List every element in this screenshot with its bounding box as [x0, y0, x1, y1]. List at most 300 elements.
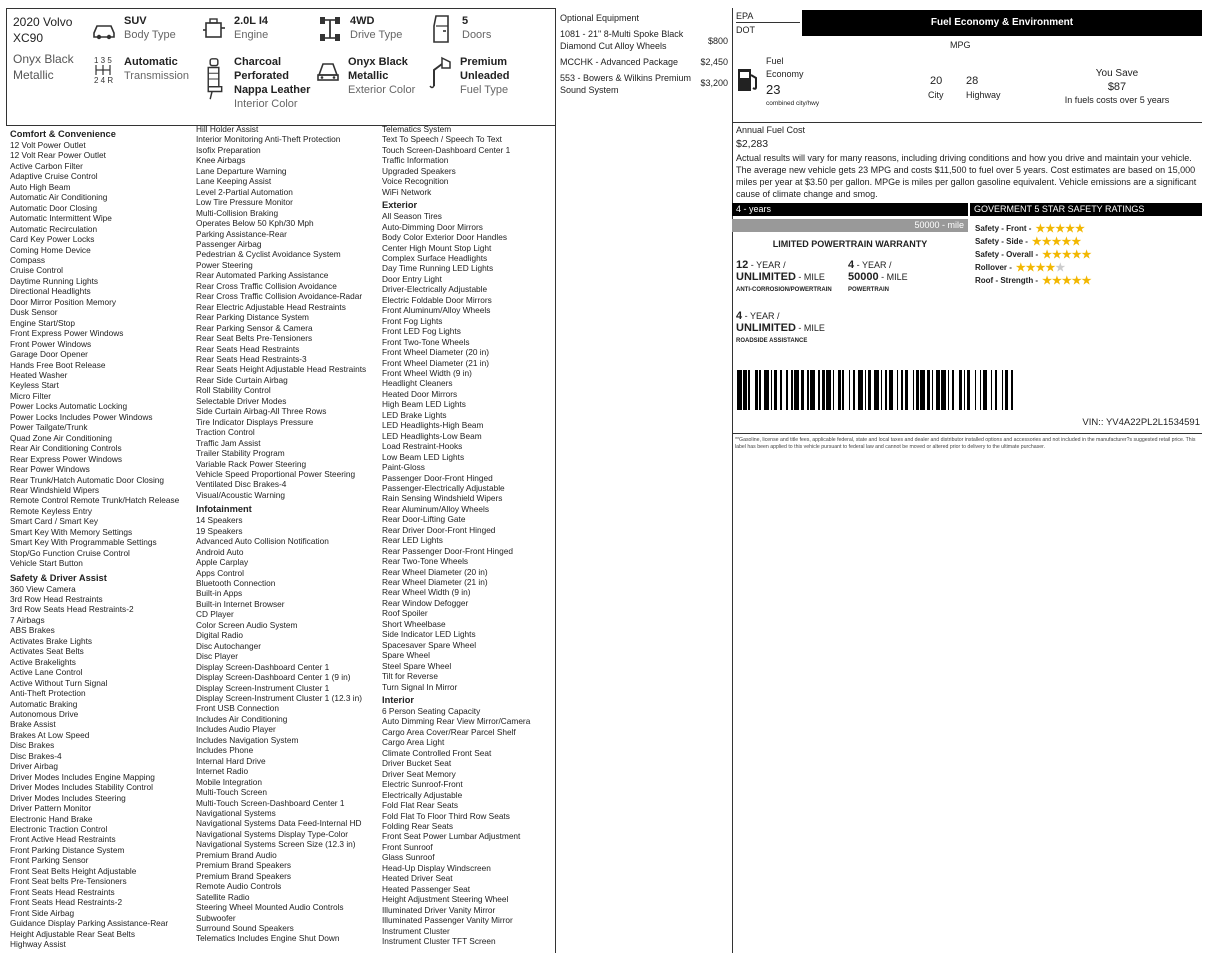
features-column-2 [196, 124, 366, 944]
feature-item: Rear Cross Traffic Collision Avoidance [196, 280, 337, 291]
feature-item: Cruise Control [10, 265, 64, 276]
warranty-item [736, 310, 825, 344]
feature-item: Rear Two-Tone Wheels [382, 556, 469, 567]
feature-item: Driver Seat Memory [382, 768, 456, 779]
vehicle-model: XC90 [13, 31, 44, 45]
feature-item: Garage Door Opener [10, 349, 88, 360]
feature-item: Automatic Recirculation [10, 223, 98, 234]
safety-rating-row [975, 261, 1065, 274]
gearshift-icon [92, 55, 116, 85]
feature-item: Automatic Door Closing [10, 202, 98, 213]
feature-item: LED Brake Lights [382, 409, 447, 420]
feature-item: Tilt for Reverse [382, 671, 438, 682]
feature-item: Automatic Braking [10, 698, 78, 709]
feature-item: Advanced Auto Collision Notification [196, 536, 329, 547]
spec-label: Doors [462, 29, 492, 41]
spec-value-line: Premium [460, 56, 508, 68]
feature-item: Front Parking Sensor [10, 855, 89, 866]
warranty-miles: 50000 [848, 271, 879, 283]
warranty-year-label: - YEAR / [748, 260, 786, 270]
feature-item: Body Color Exterior Door Handles [382, 232, 507, 243]
feature-item: Smart Card / Smart Key [10, 516, 99, 527]
feature-item: Heated Driver Seat [382, 873, 453, 884]
rating-stars [1016, 261, 1065, 274]
feature-item: Short Wheelbase [382, 618, 446, 629]
fuel-economy-label [766, 55, 804, 81]
feature-item: Tire Indicator Displays Pressure [196, 416, 314, 427]
spec-value-line: Metallic [348, 70, 389, 82]
feature-item: Micro Filter [10, 390, 52, 401]
spec-label: Exterior Color [348, 84, 416, 96]
mpg-label: MPG [950, 40, 971, 50]
feature-item: Roof Spoiler [382, 608, 428, 619]
feature-item: All Season Tires [382, 211, 442, 222]
feature-item: Fold Flat To Floor Third Row Seats [382, 810, 510, 821]
feature-item: Bluetooth Connection [196, 578, 276, 589]
feature-item: Driver Airbag [10, 761, 58, 772]
feature-item: Internet Radio [196, 766, 249, 777]
feature-item: Built-in Internet Browser [196, 598, 285, 609]
spec-doors [430, 14, 491, 44]
feature-item: Height Adjustable Rear Seat Belts [10, 928, 135, 939]
feature-item: Climate Controlled Front Seat [382, 747, 492, 758]
feature-item: Brakes At Low Speed [10, 729, 90, 740]
feature-item: Front Active Head Restraints [10, 834, 116, 845]
feature-item: Digital Radio [196, 630, 244, 641]
feature-item: Rear Trunk/Hatch Automatic Door Closing [10, 474, 165, 485]
spec-engine [202, 14, 268, 44]
feature-item: Surround Sound Speakers [196, 922, 294, 933]
feature-item: Center High Mount Stop Light [382, 242, 492, 253]
section-title-comfort: Comfort & Convenience [10, 129, 116, 139]
feature-item: Disc Player [196, 651, 238, 662]
epa-disclaimer: Actual results will vary for many reasons, including driving conditions and how you drive and maintain your vehicle. The average new vehicle gets 23 MPG and costs $11,500 to fuel over 5 years. Cost estimates are based on 15,000 miles per year at $3.50 per gallon. MPGe is miles per gallon gasoline equivalent. Vehicle emissions are a significant cause of climate change and smog. [736, 153, 1197, 199]
star-icon: ★ [1042, 275, 1052, 287]
star-icon: ★ [1052, 249, 1062, 261]
you-save-note: In fuels costs over 5 years [1064, 95, 1170, 105]
feature-item: Illuminated Passenger Vanity Mirror [382, 915, 513, 926]
vehicle-color-line2: Metallic [13, 68, 54, 82]
comfort-list [10, 140, 179, 569]
feature-item: Quad Zone Air Conditioning [10, 432, 112, 443]
feature-item: Rear Power Windows [10, 464, 90, 475]
feature-item: Lane Keeping Assist [196, 176, 272, 187]
feature-item: Navigational Systems Display Type-Color [196, 828, 349, 839]
legal-footnote: **Gasoline, license and title fees, applicable federal, state and local taxes and dealer and distributor installed options and accessories and not included in the manufacturer?s suggested retail price. This label has been applied to this vehicle pursuant to federal law and cannot be moved or altered prior to delivery to the ultimate purchaser. [735, 437, 1196, 450]
feature-item: Side Indicator LED Lights [382, 629, 476, 640]
door-icon [430, 14, 454, 44]
warranty-miles-label: - MILE [795, 272, 825, 282]
feature-item: Steel Spare Wheel [382, 660, 452, 671]
warranty-years: 12 [736, 259, 749, 271]
feature-item: Passenger Airbag [196, 238, 262, 249]
feature-item: Vehicle Speed Proportional Power Steering [196, 468, 356, 479]
feature-item: LED Headlights-High Beam [382, 420, 484, 431]
feature-item: Automatic Intermittent Wipe [10, 213, 112, 224]
feature-item: Guidance Display Parking Assistance-Rear [10, 918, 169, 929]
feature-item: Front Seat Belts Height Adjustable [10, 865, 137, 876]
feature-item: Variable Rack Power Steering [196, 458, 307, 469]
warranty-years-bar: 4 - years [732, 203, 968, 216]
vin-barcode [737, 370, 1201, 410]
feature-item: Rear Seats Head Restraints-3 [196, 353, 307, 364]
you-save-block [1052, 68, 1182, 105]
rating-stars [1035, 222, 1084, 235]
combined-label: combined city/hwy [766, 100, 820, 107]
star-icon: ★ [1041, 236, 1052, 248]
vehicle-color-line1: Onyx Black [13, 52, 74, 66]
annual-fuel-cost: $2,283 [736, 138, 769, 150]
col3-list [382, 124, 530, 197]
spec-label: Drive Type [350, 29, 403, 41]
spec-fuel-type [428, 55, 510, 97]
warranty-miles-bar: 50000 - mile [732, 219, 968, 232]
feature-item: Premium Brand Speakers [196, 870, 291, 881]
feature-item: Passenger-Electrically Adjustable [382, 482, 505, 493]
epa-divider [732, 122, 1202, 123]
top-border [6, 8, 555, 9]
feature-item: Coming Home Device [10, 244, 91, 255]
feature-item: Driver-Electrically Adjustable [382, 284, 488, 295]
safety-rating-row [975, 248, 1092, 261]
rating-label: Safety - Front - [975, 224, 1032, 233]
feature-item: Parking Assistance-Rear [196, 228, 287, 239]
spec-interior-color [202, 55, 310, 111]
vehicle-year-make: 2020 Volvo [13, 15, 73, 29]
feature-item: Active Lane Control [10, 667, 83, 678]
feature-item: Rain Sensing Windshield Wipers [382, 493, 503, 504]
city-mpg: 20 [930, 75, 943, 87]
spec-label: Body Type [124, 29, 176, 41]
feature-item: Isofix Preparation [196, 144, 261, 155]
rating-label: Roof - Strength - [975, 276, 1039, 285]
feature-item: Front Side Airbag [10, 907, 75, 918]
feature-item: Compass [10, 254, 46, 265]
feature-item: Front Wheel Width (9 in) [382, 367, 472, 378]
feature-item: Glass Sunroof [382, 852, 435, 863]
feature-item: Head-Up Display Windscreen [382, 862, 491, 873]
divider-epa [732, 8, 733, 953]
safety-rating-row [975, 274, 1091, 287]
feature-item: Remote Keyless Entry [10, 505, 93, 516]
feature-item: Daytime Running Lights [10, 275, 99, 286]
feature-item: Spacesaver Spare Wheel [382, 639, 477, 650]
star-icon: ★ [1015, 262, 1026, 274]
feature-item: Traffic Jam Assist [196, 437, 261, 448]
warranty-years: 4 [848, 259, 855, 271]
feature-item: Driver Modes Includes Steering [10, 792, 126, 803]
feature-item: 14 Speakers [196, 515, 243, 526]
feature-item: Electrically Adjustable [382, 789, 463, 800]
car-icon [92, 14, 116, 44]
rating-stars [1042, 274, 1091, 287]
divider-optional [555, 8, 556, 953]
feature-item: Display Screen-Instrument Cluster 1 [196, 682, 330, 693]
feature-item: Dusk Sensor [10, 307, 58, 318]
feature-item: Fold Flat Rear Seats [382, 800, 459, 811]
feature-item: Rear Wheel Diameter (21 in) [382, 577, 488, 588]
safety-ratings-title: GOVERMENT 5 STAR SAFETY RATINGS [970, 203, 1202, 216]
feature-item: Rear Wheel Width (9 in) [382, 587, 471, 598]
rating-stars [1032, 235, 1081, 248]
feature-item: Autonomous Drive [10, 709, 79, 720]
star-icon: ★ [1025, 262, 1036, 274]
warranty-miles: UNLIMITED [736, 322, 796, 334]
feature-item: Rear Automated Parking Assistance [196, 270, 329, 281]
feature-item: Subwoofer [196, 912, 236, 923]
svg-text:1 3 5: 1 3 5 [94, 56, 112, 65]
feature-item: Rear Seats Head Restraints [196, 343, 300, 354]
optional-item-name: Sound System [560, 85, 619, 95]
spec-label: Interior Color [234, 98, 298, 110]
feature-item: Door Mirror Position Memory [10, 296, 117, 307]
feature-item: Auto-Dimming Door Mirrors [382, 221, 483, 232]
star-icon: ★ [1081, 275, 1092, 287]
feature-item: Low Beam LED Lights [382, 451, 465, 462]
optional-item [560, 56, 728, 68]
feature-item: Power Steering [196, 259, 253, 270]
spec-body-type [92, 14, 176, 44]
feature-item: Side Curtain Airbag-All Three Rows [196, 406, 327, 417]
you-save-amount: $87 [1107, 81, 1127, 93]
vin-divider [732, 433, 1202, 434]
warranty-type: POWERTRAIN [848, 287, 889, 293]
spec-drive-type [318, 14, 402, 44]
star-icon: ★ [1071, 236, 1082, 248]
rating-label: Safety - Overall - [975, 250, 1039, 259]
feature-item: Knee Airbags [196, 155, 246, 166]
feature-item: Text To Speech / Speech To Text [382, 134, 502, 145]
warranty-year-label: - YEAR / [854, 260, 892, 270]
feature-item: Active Without Turn Signal [10, 677, 108, 688]
optional-item-price: $2,450 [700, 57, 728, 67]
optional-item-price: $3,200 [700, 78, 728, 88]
feature-item: Includes Navigation System [196, 734, 299, 745]
epa-dot-divider [736, 22, 800, 23]
optional-item-price: $800 [707, 36, 728, 46]
svg-text:2 4 R: 2 4 R [94, 76, 114, 85]
feature-item: Cargo Area Light [382, 737, 445, 748]
feature-item: Height Adjustment Steering Wheel [382, 894, 509, 905]
feature-item: Roll Stability Control [196, 385, 271, 396]
feature-item: Automatic Air Conditioning [10, 192, 108, 203]
feature-item: Electric Foldable Door Mirrors [382, 294, 492, 305]
feature-item: Rear Parking Sensor & Camera [196, 322, 313, 333]
warranty-item [736, 259, 832, 293]
feature-item: Interior Monitoring Anti-Theft Protection [196, 134, 341, 145]
feature-item: Paint-Gloss [382, 462, 425, 473]
feature-item: Electronic Hand Brake [10, 813, 93, 824]
engine-icon [202, 14, 226, 44]
feature-item: Touch Screen-Dashboard Center 1 [382, 144, 511, 155]
feature-item: Rear Express Power Windows [10, 453, 123, 464]
feature-item: Navigational Systems Screen Size (12.3 in) [196, 839, 356, 850]
feature-item: Selectable Driver Modes [196, 395, 287, 406]
feature-item: Active Carbon Filter [10, 160, 83, 171]
feature-item: Apps Control [196, 567, 244, 578]
feature-item: Adaptive Cruise Control [10, 171, 98, 182]
feature-item: Heated Passenger Seat [382, 883, 471, 894]
warranty-type: ROADSIDE ASSISTANCE [736, 338, 808, 344]
seat-icon [202, 55, 226, 103]
feature-item: Hill Holder Assist [196, 124, 259, 134]
feature-item: 7 Airbags [10, 614, 45, 625]
feature-item: Telematics System [382, 124, 452, 134]
spec-value: 4WD [350, 15, 375, 27]
feature-item: Front Sunroof [382, 841, 433, 852]
warranty-miles: UNLIMITED [736, 271, 796, 283]
star-icon: ★ [1081, 249, 1092, 261]
feature-item: 360 View Camera [10, 583, 76, 594]
feature-item: Driver Bucket Seat [382, 758, 452, 769]
feature-item: Activates Seat Belts [10, 646, 84, 657]
feature-item: Rear Passenger Door-Front Hinged [382, 545, 513, 556]
feature-item: Front Express Power Windows [10, 328, 124, 339]
fuel-economy-banner: Fuel Economy & Environment [802, 10, 1202, 36]
feature-item: Disc Brakes-4 [10, 750, 62, 761]
feature-item: Pedestrian & Cyclist Avoidance System [196, 249, 341, 260]
you-save-label: You Save [1095, 68, 1139, 79]
feature-item: Engine Start/Stop [10, 317, 76, 328]
star-icon: ★ [1065, 223, 1075, 235]
feature-item: Stop/Go Function Cruise Control [10, 547, 130, 558]
feature-item: Rear Door-Lifting Gate [382, 514, 466, 525]
feature-item: Multi-Touch Screen [196, 787, 268, 798]
feature-item: Folding Rear Seats [382, 821, 454, 831]
star-icon: ★ [1045, 223, 1056, 235]
feature-item: Directional Headlights [10, 286, 91, 297]
feature-item: Remote Audio Controls [196, 881, 282, 892]
left-border [6, 8, 7, 125]
star-icon: ★ [1061, 236, 1072, 248]
feature-item: Upgraded Speakers [382, 165, 456, 176]
feature-item: Front Seat belts Pre-Tensioners [10, 876, 127, 887]
feature-item: Driver Modes Includes Engine Mapping [10, 771, 155, 782]
feature-item: WiFi Network [382, 186, 432, 197]
feature-item: Front Wheel Diameter (21 in) [382, 357, 489, 368]
feature-item: Rear Parking Distance System [196, 312, 309, 323]
feature-item: Rear Side Curtain Airbag [196, 374, 288, 385]
epa-label: EPA [736, 11, 754, 21]
feature-item: Lane Departure Warning [196, 165, 287, 176]
warranty-years: 4 [736, 310, 743, 322]
feature-item: Load Restraint-Hooks [382, 441, 463, 452]
feature-item: Rear Aluminum/Alloy Wheels [382, 503, 489, 514]
feature-item: Power Locks Includes Power Windows [10, 411, 153, 422]
spec-value-line: Perforated [234, 70, 290, 82]
spec-transmission [92, 55, 189, 85]
spec-label: Engine [234, 29, 269, 41]
feature-item: Disc Brakes [10, 740, 55, 751]
city-label: City [928, 90, 944, 100]
feature-item: Includes Air Conditioning [196, 713, 288, 724]
feature-item: Steering Wheel Mounted Audio Controls [196, 902, 344, 913]
star-icon: ★ [1055, 262, 1066, 274]
feature-item: Low Tire Pressure Monitor [196, 197, 293, 208]
drivetrain-icon [318, 14, 342, 44]
star-icon: ★ [1055, 223, 1066, 235]
fuel-economy-label-1: Fuel [766, 56, 784, 66]
col2-list [196, 124, 366, 500]
feature-item: Highway Assist [10, 938, 66, 949]
feature-item: Visual/Acoustic Warning [196, 489, 286, 500]
feature-item: Smart Key With Memory Settings [10, 526, 133, 537]
feature-item: Anti-Theft Protection [10, 688, 86, 699]
spec-label: Fuel Type [460, 84, 509, 96]
spec-value: 2.0L I4 [234, 15, 269, 27]
star-icon: ★ [1031, 236, 1042, 248]
feature-item: Heated Washer [10, 369, 68, 380]
feature-item: LED Headlights-Low Beam [382, 430, 482, 441]
feature-item: Front Fog Lights [382, 315, 443, 326]
feature-item: Ventilated Disc Brakes-4 [196, 479, 287, 490]
feature-item: Day Time Running LED Lights [382, 263, 494, 274]
feature-item: Front LED Fog Lights [382, 326, 461, 337]
feature-item: Front Aluminum/Alloy Wheels [382, 305, 491, 316]
feature-item: Disc Autochanger [196, 640, 262, 651]
feature-item: Driver Modes Includes Stability Control [10, 782, 153, 793]
feature-item: Trailer Stability Program [196, 448, 285, 459]
feature-item: Voice Recognition [382, 176, 449, 187]
rating-stars [1042, 248, 1091, 261]
feature-item: Active Brakelights [10, 656, 76, 667]
annual-fuel-cost-label: Annual Fuel Cost [736, 125, 806, 135]
fuel-economy-label-2: Economy [766, 69, 804, 79]
star-icon: ★ [1051, 236, 1062, 248]
feature-item: Rear Windshield Wipers [10, 484, 99, 495]
feature-item: Premium Brand Audio [196, 849, 277, 860]
star-icon: ★ [1074, 223, 1085, 235]
feature-item: Auto High Beam [10, 181, 71, 192]
fuel-nozzle-icon [428, 55, 452, 91]
combined-mpg: 23 [766, 82, 781, 97]
feature-item: Front Power Windows [10, 338, 92, 349]
spec-value-line: Nappa Leather [234, 84, 311, 96]
car-front-icon [316, 55, 340, 85]
feature-item: Complex Surface Headlights [382, 252, 488, 263]
feature-item: Smart Key With Programmable Settings [10, 537, 157, 548]
safety-list [10, 584, 179, 950]
warranty-miles-label: - MILE [795, 323, 825, 333]
section-title-interior: Interior [382, 695, 415, 706]
star-icon: ★ [1042, 249, 1053, 261]
feature-item: Premium Brand Speakers [196, 860, 291, 871]
feature-item: Instrument Cluster [382, 925, 450, 936]
feature-item: Driver Pattern Monitor [10, 803, 92, 814]
vehicle-title [13, 14, 72, 46]
optional-item [560, 72, 728, 96]
feature-item: Illuminated Driver Vanity Mirror [382, 904, 496, 915]
star-icon: ★ [1061, 275, 1072, 287]
feature-item: Turn Signal In Mirror [382, 681, 458, 692]
feature-item: Apple Carplay [196, 557, 249, 568]
feature-item: Door Entry Light [382, 273, 442, 284]
feature-item: Android Auto [196, 546, 244, 557]
feature-item: Rear Seats Height Adjustable Head Restraints [196, 364, 367, 375]
feature-item: Vehicle Start Button [10, 558, 83, 569]
optional-item-name: 553 - Bowers & Wilkins Premium [560, 73, 692, 83]
warranty-title: LIMITED POWERTRAIN WARRANTY [772, 239, 928, 249]
feature-item: ABS Brakes [10, 625, 55, 636]
feature-item: Headlight Cleaners [382, 378, 453, 389]
feature-item: 12 Volt Power Outlet [10, 140, 86, 150]
feature-item: High Beam LED Lights [382, 399, 466, 410]
feature-item: Rear Air Conditioning Controls [10, 443, 122, 454]
star-icon: ★ [1035, 223, 1046, 235]
feature-item: Rear LED Lights [382, 535, 443, 546]
feature-item: Cargo Area Cover/Rear Parcel Shelf [382, 726, 516, 737]
warranty-year-label: - YEAR / [742, 311, 780, 321]
